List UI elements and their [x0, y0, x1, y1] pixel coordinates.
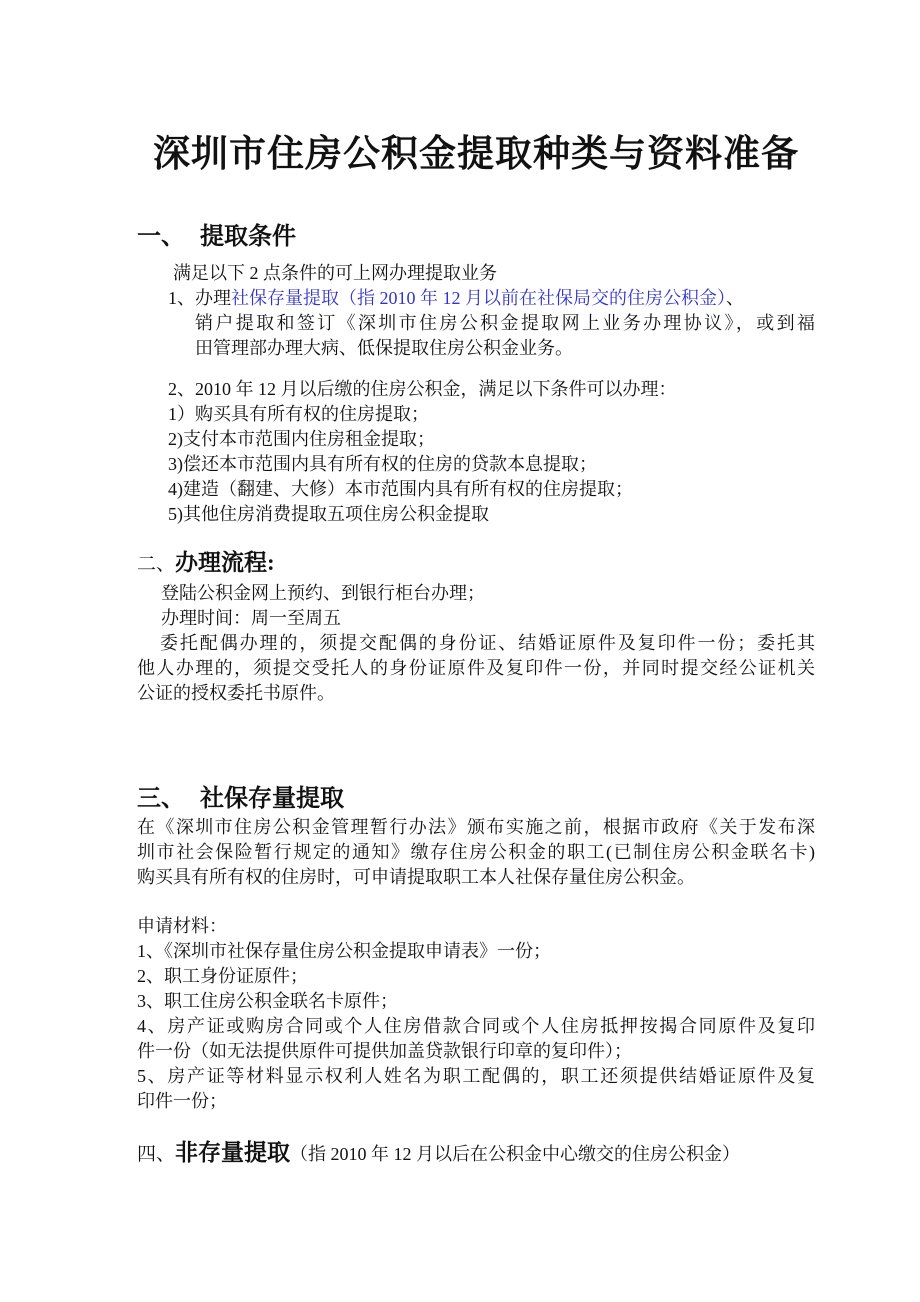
section-3-paragraph-line-2: 圳市社会保险暂行规定的通知》缴存住房公积金的职工(已制住房公积金联名卡): [137, 842, 815, 862]
condition-line-4: 4)建造（翻建、大修）本市范围内具有所有权的住房提取；: [168, 479, 633, 499]
section-1-intro-line: 满足以下 2 点条件的可上网办理提取业务: [173, 263, 497, 283]
condition-line-2: 2)支付本市范围内住房租金提取；: [168, 429, 435, 449]
section-4-note: （指 2010 年 12 月以后在公积金中心缴交的住房公积金）: [290, 1144, 741, 1164]
section-4-heading: [137, 1138, 815, 1171]
section-3-paragraph-line-3: 购买具有所有权的住房时，可申请提取职工本人社保存量住房公积金。: [137, 867, 695, 887]
section-1-number: 一、: [137, 224, 185, 250]
section-2-number: 二、: [137, 554, 176, 575]
entrust-paragraph-line-2: 他人办理的，须提交受托人的身份证原件及复印件一份，并同时提交经公证机关: [137, 658, 815, 678]
material-item-2: 2、职工身份证原件；: [137, 966, 308, 986]
process-line-2: 办理时间：周一至周五: [161, 608, 341, 628]
section-3-heading: [137, 783, 815, 815]
section-1-heading: [137, 222, 815, 252]
condition-line-5: 5)其他住房消费提取五项住房公积金提取: [168, 504, 489, 524]
section-2-title: 办理流程:: [175, 550, 275, 575]
list-item-2-line: 2、2010 年 12 月以后缴的住房公积金，满足以下条件可以办理：: [168, 379, 677, 399]
item-1-prefix: 1、办理: [168, 288, 231, 308]
section-2-heading: [137, 548, 815, 581]
process-line-1: 登陆公积金网上预约、到银行柜台办理；: [161, 583, 485, 603]
material-item-5-line-1: 5、房产证等材料显示权利人姓名为职工配偶的，职工还须提供结婚证原件及复: [137, 1066, 815, 1086]
condition-line-1: 1）购买具有所有权的住房提取；: [168, 404, 429, 424]
entrust-paragraph-line-1: 委托配偶办理的，须提交配偶的身份证、结婚证原件及复印件一份；委托其: [160, 633, 815, 653]
material-item-4-line-2: 件一份（如无法提供原件可提供加盖贷款银行印章的复印件）；: [137, 1041, 632, 1061]
material-item-3: 3、职工住房公积金联名卡原件；: [137, 991, 398, 1011]
material-item-4-line-1: 4、房产证或购房合同或个人住房借款合同或个人住房抵押按揭合同原件及复印: [137, 1016, 815, 1036]
section-3-paragraph-line-1: 在《深圳市住房公积金管理暂行办法》颁布实施之前，根据市政府《关于发布深: [137, 817, 815, 837]
section-1-title: 提取条件: [200, 224, 296, 250]
list-item-1-line-1: [168, 286, 815, 311]
section-3-number: 三、: [137, 786, 185, 812]
material-item-1: 1、《深圳市社保存量住房公积金提取申请表》一份；: [137, 941, 551, 961]
section-3-title: 社保存量提取: [200, 786, 344, 812]
material-item-5-line-2: 印件一份；: [137, 1091, 227, 1111]
item-1-after-link: 、: [726, 288, 744, 308]
list-item-1-line-2: 销户提取和签订《深圳市住房公积金提取网上业务办理协议》，或到福: [195, 313, 815, 333]
condition-line-3: 3)偿还本市范围内具有所有权的住房的贷款本息提取；: [168, 454, 597, 474]
list-item-1-line-3: 田管理部办理大病、低保提取住房公积金业务。: [195, 338, 573, 358]
document-title: 深圳市住房公积金提取种类与资料准备: [153, 134, 799, 175]
materials-label: 申请材料：: [137, 916, 227, 936]
shebao-cunliang-link[interactable]: 社保存量提取（指 2010 年 12 月以前在社保局交的住房公积金）: [231, 288, 726, 308]
section-4-number: 四、: [137, 1144, 176, 1165]
entrust-paragraph-line-3: 公证的授权委托书原件。: [137, 683, 335, 703]
section-4-title: 非存量提取: [175, 1140, 291, 1165]
document-content: [137, 130, 815, 1171]
